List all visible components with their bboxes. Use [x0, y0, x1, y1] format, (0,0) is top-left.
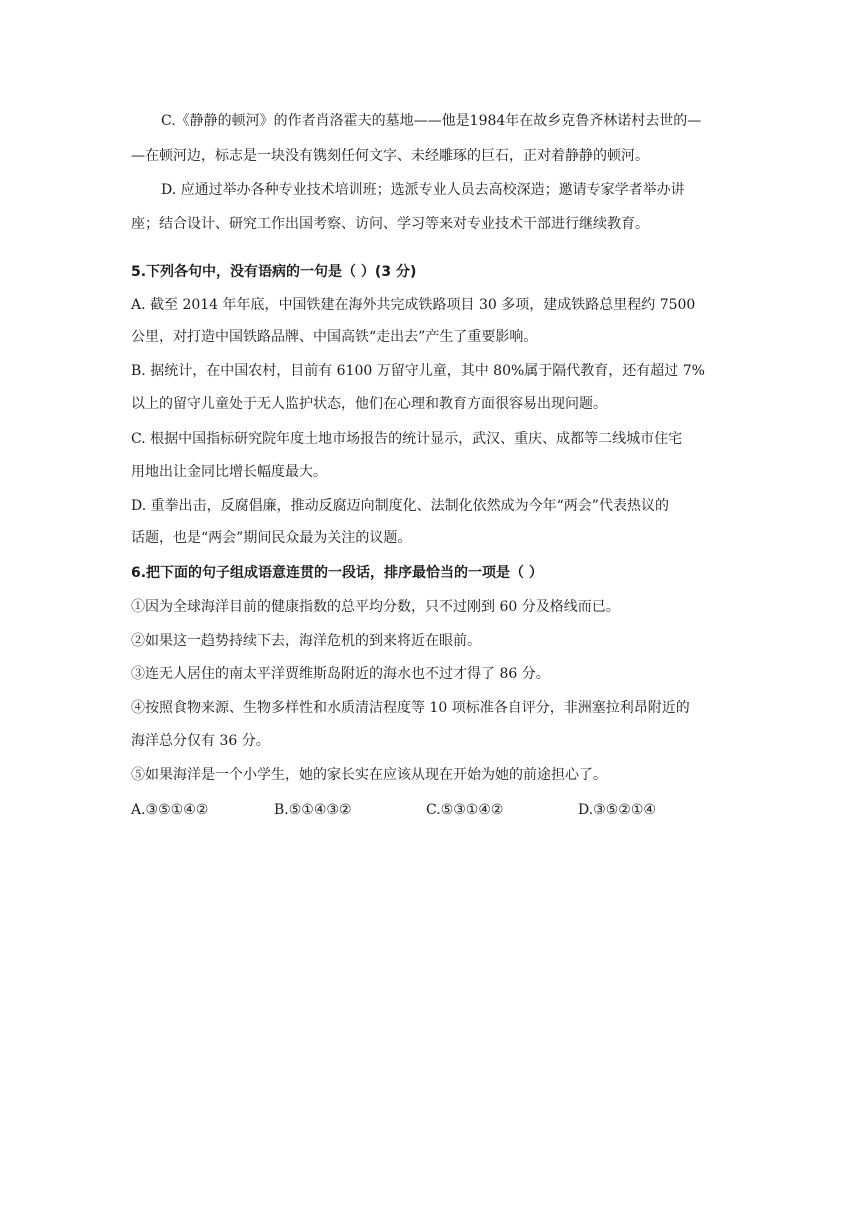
q6-sentence-2: ②如果这一趋势持续下去，海洋危机的到来将近在眼前。 — [131, 633, 481, 649]
q5-option-c-line1: C. 根据中国指标研究院年度土地市场报告的统计显示，武汉、重庆、成都等二线城市住宅 — [131, 431, 683, 447]
q6-option-a: A.③⑤①④② — [131, 802, 209, 818]
q5-option-d-line1: D. 重拳出击，反腐倡廉，推动反腐迈向制度化、法制化依然成为今年“两会”代表热议的 — [131, 498, 669, 514]
q5-option-a-line2: 公里，对打造中国铁路品牌、中国高铁“走出去”产生了重要影响。 — [131, 329, 538, 345]
q6-option-d: D.③⑤②①④ — [578, 802, 656, 818]
q5-option-a-line1: A. 截至 2014 年年底，中国铁建在海外共完成铁路项目 30 多项，建成铁路总里程约 7500 — [131, 297, 696, 313]
q5-option-b-line2: 以上的留守儿童处于无人监护状态，他们在心理和教育方面很容易出现问题。 — [131, 396, 607, 412]
q6-sentence-5: ⑤如果海洋是一个小学生，她的家长实在应该从现在开始为她的前途担心了。 — [131, 767, 607, 783]
q5-option-c-line2: 用地出让金同比增长幅度最大。 — [131, 464, 327, 480]
prev-option-d-line2: 座；结合设计、研究工作出国考察、访问、学习等来对专业技术干部进行继续教育。 — [131, 216, 649, 232]
q5-option-b-line1: B. 据统计，在中国农村，目前有 6100 万留守儿童，其中 80%属于隔代教育，还有超过 7% — [131, 363, 705, 379]
prev-option-d-line1: D. 应通过举办各种专业技术培训班；选派专业人员去高校深造；邀请专家学者举办讲 — [161, 182, 685, 198]
q6-sentence-1: ①因为全球海洋目前的健康指数的总平均分数，只不过刚到 60 分及格线而已。 — [131, 599, 620, 615]
q6-option-b: B.⑤①④③② — [274, 802, 352, 818]
prev-option-c-line2: —在顿河边，标志是一块没有镌刻任何文字、未经雕琢的巨石，正对着静静的顿河。 — [131, 148, 649, 164]
q5-option-d-line2: 话题，也是“两会”期间民众最为关注的议题。 — [131, 530, 412, 546]
question-6-title: 6.把下面的句子组成语意连贯的一段话，排序最恰当的一项是（ ） — [131, 565, 543, 581]
prev-option-c-line1: C.《静静的顿河》的作者肖洛霍夫的墓地——他是1984年在故乡克鲁齐林诺村去世的— — [161, 113, 702, 129]
q6-option-c: C.⑤③①④② — [426, 802, 504, 818]
question-5-title: 5.下列各句中，没有语病的一句是（ ）(3 分) — [131, 264, 417, 280]
q6-sentence-4-line2: 海洋总分仅有 36 分。 — [131, 733, 270, 749]
q6-sentence-4-line1: ④按照食物来源、生物多样性和水质清洁程度等 10 项标准各自评分，非洲塞拉利昂附近的 — [131, 700, 690, 716]
q6-sentence-3: ③连无人居住的南太平洋贾维斯岛附近的海水也不过才得了 86 分。 — [131, 666, 550, 682]
